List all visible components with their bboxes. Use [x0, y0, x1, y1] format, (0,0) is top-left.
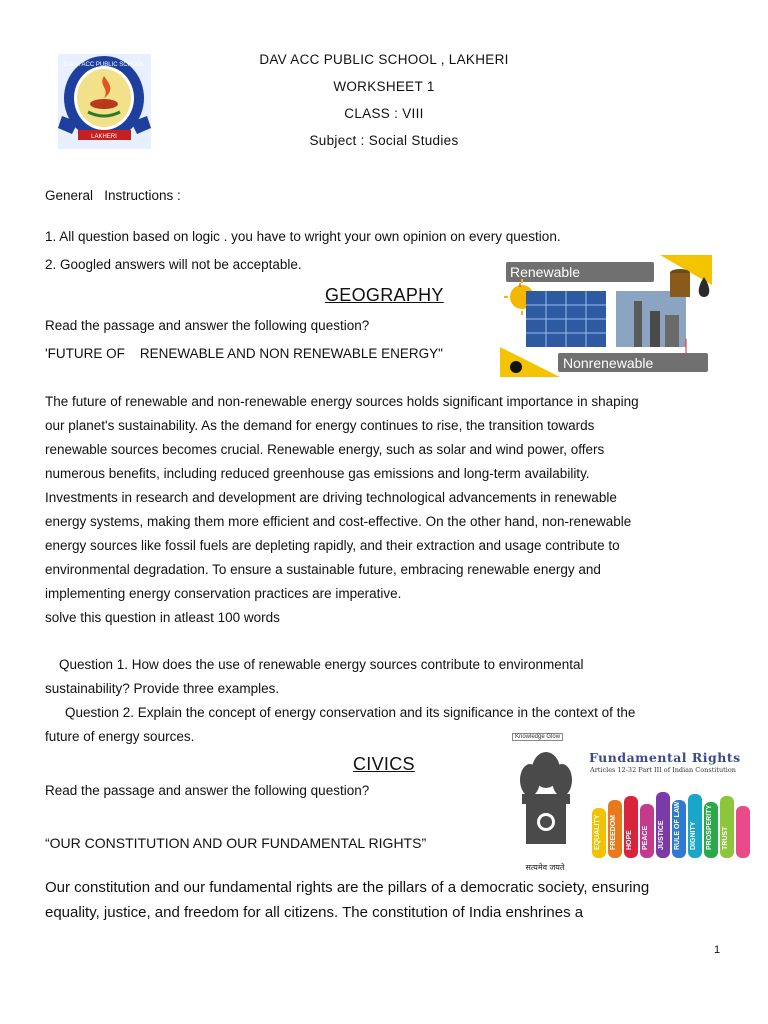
civics-passage-title: “OUR CONSTITUTION AND OUR FUNDAMENTAL RIGHTS” [45, 835, 427, 851]
nonrenewable-label: Nonrenewable [563, 355, 654, 371]
question-2-cont: future of energy sources. [45, 729, 195, 744]
hand-word: PEACE [642, 825, 649, 850]
passage-line: equality, justice, and freedom for all citizens. The constitution of India enshrines a [45, 904, 584, 921]
page-number: 1 [714, 944, 721, 956]
instruction-item: 1. All question based on logic . you have to wright your own opinion on every question. [45, 229, 561, 244]
hand-word: TRUST [722, 826, 729, 850]
emblem-caption: सत्यमेव जयते [525, 863, 565, 872]
hand-word: JUSTICE [658, 820, 665, 850]
renewable-label: Renewable [510, 264, 581, 280]
passage-line: Our constitution and our fundamental rights are the pillars of a democratic society, ensuring [45, 879, 650, 896]
fundamental-rights-subtitle: Articles 12-32 Part III of Indian Constitution [590, 766, 736, 774]
worksheet-title: WORKSHEET 1 [333, 79, 435, 94]
question-1: Question 1. How does the use of renewable energy sources contribute to environmental [59, 657, 584, 672]
hand-word: RULE OF LAW [674, 801, 681, 850]
passage-line: The future of renewable and non-renewable energy sources holds significant importance in shaping [45, 394, 639, 409]
subject-label: Subject : Social Studies [309, 133, 459, 148]
passage-line: environmental degradation. To ensure a sustainable future, embracing renewable energy and [45, 562, 601, 577]
passage-line: our planet's sustainability. As the demand for energy continues to rise, the transition towards [45, 418, 595, 433]
civics-heading: CIVICS [353, 754, 415, 774]
school-name: DAV ACC PUBLIC SCHOOL , LAKHERI [259, 52, 509, 67]
hand-word: FREEDOM [610, 815, 617, 850]
hand-word: EQUALITY [594, 814, 601, 850]
geography-heading: GEOGRAPHY [325, 285, 444, 305]
instructions-title: General Instructions : [45, 188, 181, 203]
civics-prompt: Read the passage and answer the following question? [45, 783, 370, 798]
passage-line: renewable sources becomes crucial. Renewable energy, such as solar and wind power, offers [45, 442, 605, 457]
passage-line: energy sources like fossil fuels are depleting rapidly, and their extraction and usage contribute to [45, 538, 620, 553]
question-1-cont: sustainability? Provide three examples. [45, 681, 280, 696]
hand-word: DIGNITY [690, 821, 697, 850]
hand-word: HOPE [626, 830, 633, 850]
passage-line: energy systems, making them more efficient and cost-effective. On the other hand, non-renewable [45, 514, 632, 529]
class-label: CLASS : VIII [344, 106, 424, 121]
geography-prompt: Read the passage and answer the following question? [45, 318, 370, 333]
knowledge-glow-badge: Knowledge Glow [512, 733, 563, 741]
passage-line: Investments in research and development are driving technological advancements in renewable [45, 490, 617, 505]
passage-line: implementing energy conservation practices are imperative. [45, 586, 402, 601]
hand-word: PROSPERITY [706, 804, 713, 850]
question-2: Question 2. Explain the concept of energy conservation and its significance in the context of the [65, 705, 636, 720]
svg-text:D.A.V. ACC PUBLIC SCHOOL: D.A.V. ACC PUBLIC SCHOOL [63, 62, 145, 68]
fundamental-rights-title: Fundamental Rights [589, 750, 741, 765]
passage-line: numerous benefits, including reduced greenhouse gas emissions and long-term availability. [45, 466, 590, 481]
instruction-item: 2. Googled answers will not be acceptable. [45, 257, 302, 272]
svg-text:LAKHERI: LAKHERI [91, 134, 117, 140]
word-count-note: solve this question in atleast 100 words [45, 610, 280, 625]
geography-passage-title: 'FUTURE OF RENEWABLE AND NON RENEWABLE ENERGY" [45, 346, 443, 361]
